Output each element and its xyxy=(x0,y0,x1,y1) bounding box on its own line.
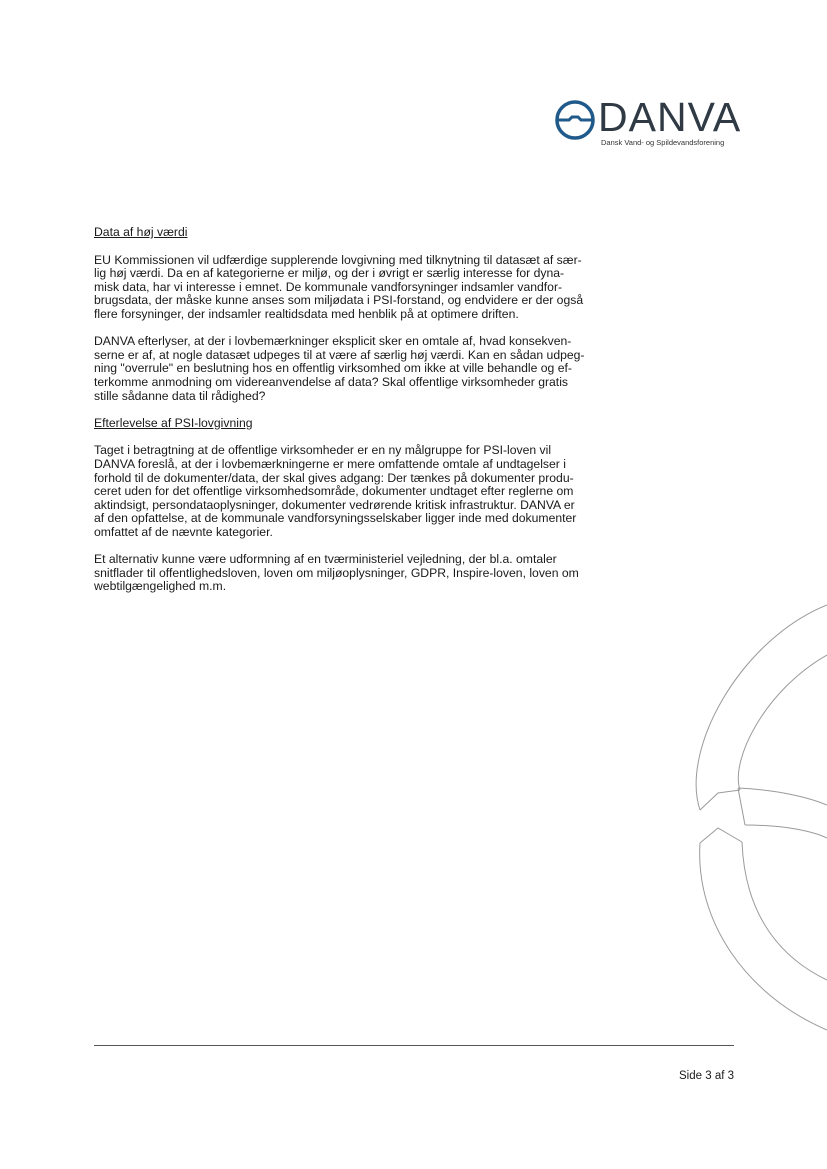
text-line: omfattet af de nævnte kategorier. xyxy=(94,524,273,539)
text-line: misk data, har vi interesse i emnet. De kommunale vandforsyninger indsamler vandfor- xyxy=(94,279,563,294)
paragraph xyxy=(94,254,644,322)
text-line: ning "overrule" en beslutning hos en offentlig virksomhed om ikke at ville behandle og ef- xyxy=(94,361,572,376)
text-line: stille sådanne data til rådighed? xyxy=(94,388,266,403)
paragraph xyxy=(94,553,644,594)
text-line: webtilgængelighed m.m. xyxy=(94,579,227,594)
text-line: DANVA foreslå, at der i lovbemærkningerne er mere omfattende omtale af undtagelser i xyxy=(94,456,566,471)
section-heading-efterlevelse: Efterlevelse af PSI-lovgivning xyxy=(94,415,253,430)
paragraph xyxy=(94,444,644,539)
danva-logo xyxy=(553,94,742,154)
text-line: ceret uden for det offentlige virksomhedsområde, dokumenter undtaget efter reglerne om xyxy=(94,484,574,499)
section-heading-data-af-hoj-vaerdi: Data af høj værdi xyxy=(94,225,188,239)
document-body xyxy=(94,226,644,607)
text-line: af den opfattelse, at de kommunale vandforsyningsselskaber ligger inde med dokumenter xyxy=(94,511,577,526)
page-number: Side 3 af 3 xyxy=(679,1070,734,1082)
text-line: flere forsyninger, der indsamler realtidsdata med henblik på at optimere driften. xyxy=(94,306,519,321)
text-line: Et alternativ kunne være udformning af en tværministeriel vejledning, der bl.a. omtaler xyxy=(94,552,557,567)
text-line: terkomme anmodning om videreanvendelse af data? Skal offentlige virksomheder gratis xyxy=(94,374,568,389)
text-line: aktindsigt, persondataoplysninger, dokumenter vedrørende kritisk infrastruktur. DANVA er xyxy=(94,497,575,512)
logo-wordmark: DANVA xyxy=(598,94,742,140)
text-line: DANVA efterlyser, at der i lovbemærkninger eksplicit sker en omtale af, hvad konsekven- xyxy=(94,334,572,349)
danva-emblem-icon xyxy=(553,98,597,142)
text-line: lig høj værdi. Da en af kategorierne er miljø, og der i øvrigt er særlig interesse for dyna- xyxy=(94,266,565,281)
text-line: forhold til de dokumenter/data, der skal gives adgang: Der tænkes på dokumenter produ- xyxy=(94,470,574,485)
text-line: serne er af, at nogle datasæt udpeges til at være af særlig høj værdi. Kan en sådan udpeg- xyxy=(94,347,585,362)
text-line: snitflader til offentlighedsloven, loven om miljøoplysninger, GDPR, Inspire-loven, loven om xyxy=(94,565,579,580)
text-line: brugsdata, der måske kunne anses som miljødata i PSI-forstand, og endvidere er der også xyxy=(94,293,584,308)
logo-tagline: Dansk Vand- og Spildevandsforening xyxy=(601,138,725,147)
footer-divider xyxy=(94,1045,734,1046)
watermark-arcs-icon xyxy=(670,600,827,1040)
text-line: Taget i betragtning at de offentlige virksomheder er en ny målgruppe for PSI-loven vil xyxy=(94,443,552,458)
paragraph xyxy=(94,335,644,403)
text-line: EU Kommissionen vil udfærdige supplerende lovgivning med tilknytning til datasæt af sær- xyxy=(94,252,582,267)
